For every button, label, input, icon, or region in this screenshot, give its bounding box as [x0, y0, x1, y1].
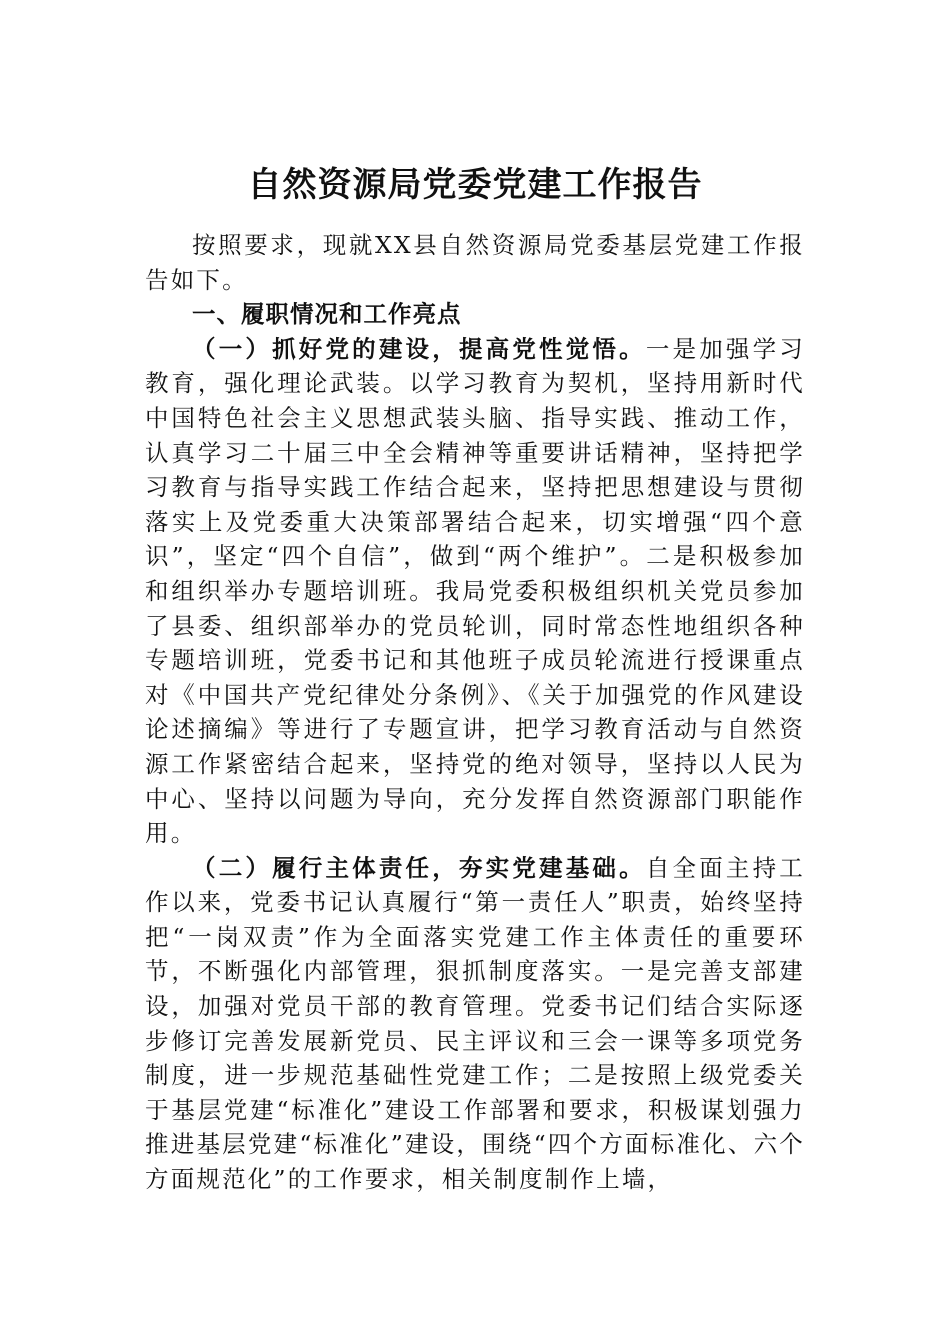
document-body: [145, 228, 805, 1197]
paragraph-1-lead: （一）抓好党的建设，提高党性觉悟。: [192, 334, 646, 363]
section-heading: 一、履职情况和工作亮点: [192, 300, 462, 329]
paragraph-2-body: 自全面主持工作以来，党委书记认真履行“第一责任人”职责，始终坚持把“一岗双责”作为全面落实党建工作主体责任的重要环节，不断强化内部管理，狠抓制度落实。一是完善支部建设，加强对党员干部的教育管理。党委书记们结合实际逐步修订完善发展新党员、民主评议和三会一课等多项党务制度，进一步规范基础性党建工作；二是按照上级党委关于基层党建“标准化”建设工作部署和要求，积极谋划强力推进基层党建“标准化”建设，围绕“四个方面标准化、六个方面规范化”的工作要求，相关制度制作上墙，: [145, 853, 806, 1194]
document-title: 自然资源局党委党建工作报告: [247, 165, 703, 205]
intro-paragraph: 按照要求，现就XX县自然资源局党委基层党建工作报告如下。: [145, 231, 805, 294]
paragraph-2-lead: （二）履行主体责任，夯实党建基础。: [192, 853, 646, 882]
paragraph-1-body: 一是加强学习教育，强化理论武装。以学习教育为契机，坚持用新时代中国特色社会主义思想武装头脑、指导实践、推动工作，认真学习二十届三中全会精神等重要讲话精神，坚持把学习教育与指导实践工作结合起来，坚持把思想建设与贯彻落实上及党委重大决策部署结合起来，切实增强“四个意识”，坚定“四个自信”，做到“两个维护”。二是积极参加和组织举办专题培训班。我局党委积极组织机关党员参加了县委、组织部举办的党员轮训，同时常态性地组织各种专题培训班，党委书记和其他班子成员轮流进行授课重点对《中国共产党纪律处分条例》、《关于加强党的作风建设论述摘编》等进行了专题宣讲，把学习教育活动与自然资源工作紧密结合起来，坚持党的绝对领导，坚持以人民为中心、坚持以问题为导向，充分发挥自然资源部门职能作用。: [145, 334, 806, 848]
paragraph-2: [145, 851, 805, 1197]
paragraph-1: [145, 332, 805, 851]
